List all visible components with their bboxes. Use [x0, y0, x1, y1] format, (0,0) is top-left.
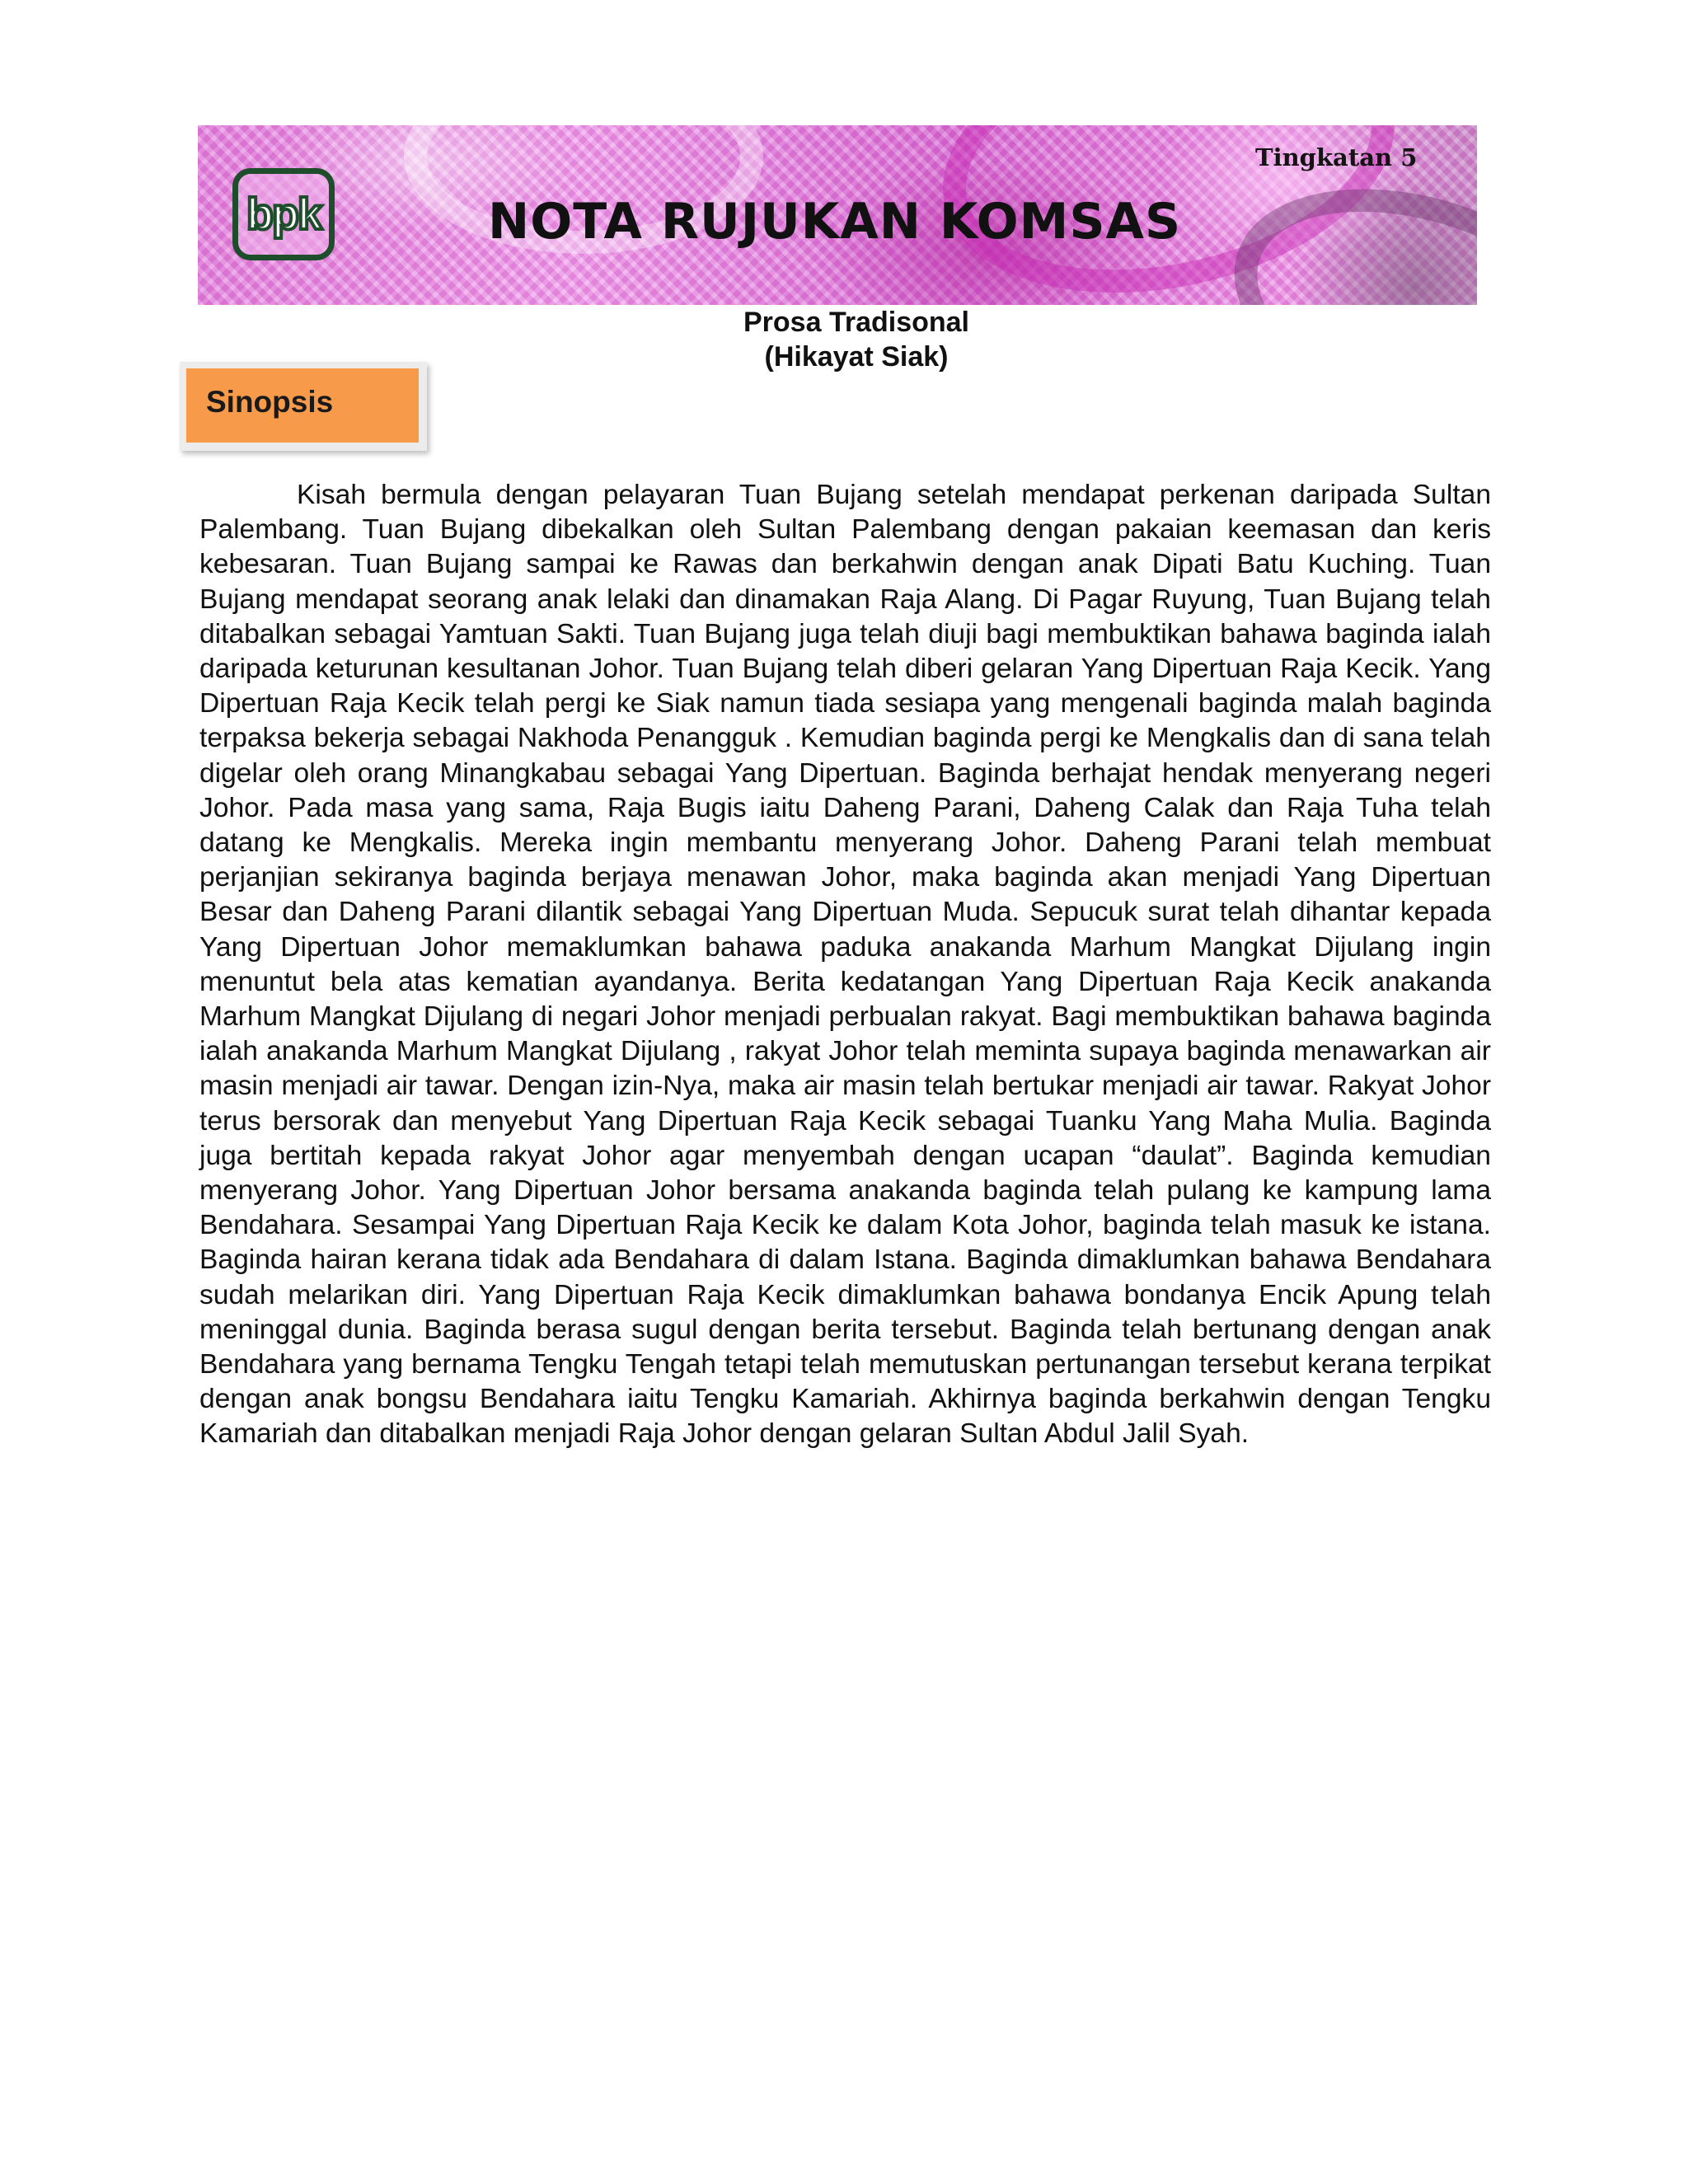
- section-heading: Sinopsis: [186, 368, 419, 443]
- banner-title: NOTA RUJUKAN KOMSAS: [488, 193, 1182, 251]
- title-line-2: (Hikayat Siak): [764, 341, 949, 373]
- title-line-1: Prosa Tradisonal: [743, 307, 969, 338]
- logo-text: bpk: [246, 190, 321, 239]
- level-label: Tingkatan 5: [1255, 143, 1418, 171]
- header-banner: [198, 125, 1477, 305]
- synopsis-paragraph: Kisah bermula dengan pelayaran Tuan Bujang setelah mendapat perkenan daripada Sultan Palembang. Tuan Bujang dibekalkan oleh Sultan Palembang dengan pakaian keemasan dan keris kebesaran. Tuan Bujang sampai ke Rawas dan berkahwin dengan anak Dipati Batu Kuching. Tuan Bujang mendapat seorang anak lelaki dan dinamakan Raja Alang. Di Pagar Ruyung, Tuan Bujang telah ditabalkan sebagai Yamtuan Sakti. Tuan Bujang juga telah diuji bagi membuktikan bahawa baginda ialah daripada keturunan kesultanan Johor. Tuan Bujang telah diberi gelaran Yang Dipertuan Raja Kecik. Yang Dipertuan Raja Kecik telah pergi ke Siak namun tiada sesiapa yang mengenali baginda malah baginda terpaksa bekerja sebagai Nakhoda Penangguk . Kemudian baginda pergi ke Mengkalis dan di sana telah digelar oleh orang Minangkabau sebagai Yang Dipertuan. Baginda berhajat hendak menyerang negeri Johor. Pada masa yang sama, Raja Bugis iaitu Daheng Parani, Daheng Calak dan Raja Tuha telah datang ke Mengkalis. Mereka ingin membantu menyerang Johor. Daheng Parani telah membuat perjanjian sekiranya baginda berjaya menawan Johor, maka baginda akan menjadi Yang Dipertuan Besar dan Daheng Parani dilantik sebagai Yang Dipertuan Muda. Sepucuk surat telah dihantar kepada Yang Dipertuan Johor memaklumkan bahawa paduka anakanda Marhum Mangkat Dijulang ingin menuntut bela atas kematian ayandanya. Berita kedatangan Yang Dipertuan Raja Kecik anakanda Marhum Mangkat Dijulang di negari Johor menjadi perbualan rakyat. Bagi membuktikan bahawa baginda ialah anakanda Marhum Mangkat Dijulang , rakyat Johor telah meminta supaya baginda menawarkan air masin menjadi air tawar. Dengan izin-Nya, maka air masin telah bertukar menjadi air tawar. Rakyat Johor terus bersorak dan menyebut Yang Dipertuan Raja Kecik sebagai Tuanku Yang Maha Mulia. Baginda juga bertitah kepada rakyat Johor agar menyembah dengan ucapan “daulat”. Baginda kemudian menyerang Johor. Yang Dipertuan Johor bersama anakanda baginda telah pulang ke kampung lama Bendahara. Sesampai Yang Dipertuan Raja Kecik ke dalam Kota Johor, baginda telah masuk ke istana. Baginda hairan kerana tidak ada Bendahara di dalam Istana. Baginda dimaklumkan bahawa Bendahara sudah melarikan diri. Yang Dipertuan Raja Kecik dimaklumkan bahawa bondanya Encik Apung telah meninggal dunia. Baginda berasa sugul dengan berita tersebut. Baginda telah bertunang dengan anak Bendahara yang bernama Tengku Tengah tetapi telah memutuskan pertunangan tersebut kerana terpikat dengan anak bongsu Bendahara iaitu Tengku Kamariah. Akhirnya baginda berkahwin dengan Tengku Kamariah dan ditabalkan menjadi Raja Johor dengan gelaran Sultan Abdul Jalil Syah.: [199, 480, 1491, 1450]
- section-heading-box: [180, 362, 427, 451]
- bpk-logo: [232, 168, 335, 260]
